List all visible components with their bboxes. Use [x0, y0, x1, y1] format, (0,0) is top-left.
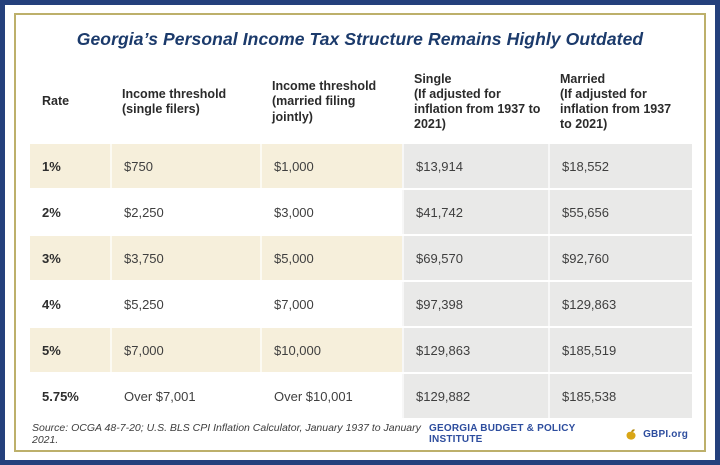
header-main: Income threshold [122, 86, 227, 101]
cell-married-adjusted: $92,760 [548, 236, 692, 280]
cell-threshold-single: $3,750 [110, 236, 260, 280]
cell-threshold-married: $3,000 [260, 190, 402, 234]
cell-rate: 4% [30, 282, 110, 326]
cell-married-adjusted: $18,552 [548, 144, 692, 188]
cell-rate: 3% [30, 236, 110, 280]
cell-rate: 1% [30, 144, 110, 188]
footer [30, 418, 690, 448]
cell-threshold-married: $7,000 [260, 282, 402, 326]
cell-single-adjusted: $129,882 [402, 374, 548, 418]
gbpi-url: GBPI.org [643, 428, 688, 440]
peach-logo-icon [624, 427, 638, 442]
cell-threshold-single: $2,250 [110, 190, 260, 234]
cell-married-adjusted: $185,519 [548, 328, 692, 372]
header-sub: (married filing jointly) [272, 94, 356, 124]
header-single-adjusted [402, 60, 548, 144]
table-row [30, 328, 690, 372]
header-sub: (If adjusted for inflation from 1937 to 2021) [560, 86, 672, 132]
table-row [30, 282, 690, 326]
cell-rate: 5% [30, 328, 110, 372]
source-note: Source: OCGA 48-7-20; U.S. BLS CPI Inflation Calculator, January 1937 to January 2021. [32, 422, 421, 446]
header-threshold-married [260, 60, 402, 144]
tax-table [30, 60, 690, 418]
cell-single-adjusted: $41,742 [402, 190, 548, 234]
org-name: GEORGIA BUDGET & POLICY INSTITUTE [429, 423, 576, 445]
cell-single-adjusted: $69,570 [402, 236, 548, 280]
cell-single-adjusted: $13,914 [402, 144, 548, 188]
table-header-row [30, 60, 690, 144]
table-row [30, 190, 690, 234]
cell-threshold-single: Over $7,001 [110, 374, 260, 418]
cell-threshold-married: $10,000 [260, 328, 402, 372]
header-main: Single [414, 71, 452, 86]
cell-single-adjusted: $129,863 [402, 328, 548, 372]
cell-threshold-single: $750 [110, 144, 260, 188]
gbpi-branding [429, 423, 688, 445]
table-row [30, 236, 690, 280]
cell-threshold-married: Over $10,001 [260, 374, 402, 418]
cell-married-adjusted: $185,538 [548, 374, 692, 418]
cell-threshold-married: $5,000 [260, 236, 402, 280]
cell-married-adjusted: $55,656 [548, 190, 692, 234]
cell-threshold-single: $5,250 [110, 282, 260, 326]
content-card [14, 13, 706, 452]
table-row [30, 374, 690, 418]
header-rate [30, 60, 110, 144]
header-main: Rate [42, 94, 70, 109]
chart-title: Georgia’s Personal Income Tax Structure Remains Highly Outdated [76, 29, 644, 49]
table-row [30, 144, 690, 188]
header-threshold-single [110, 60, 260, 144]
cell-threshold-married: $1,000 [260, 144, 402, 188]
cell-single-adjusted: $97,398 [402, 282, 548, 326]
header-sub: (If adjusted for inflation from 1937 to 2021) [414, 86, 541, 132]
header-sub: (single filers) [122, 102, 200, 116]
cell-threshold-single: $7,000 [110, 328, 260, 372]
cell-rate: 5.75% [30, 374, 110, 418]
header-married-adjusted [548, 60, 692, 144]
header-main: Income threshold [272, 79, 377, 94]
header-main: Married [560, 71, 606, 86]
cell-rate: 2% [30, 190, 110, 234]
cell-married-adjusted: $129,863 [548, 282, 692, 326]
